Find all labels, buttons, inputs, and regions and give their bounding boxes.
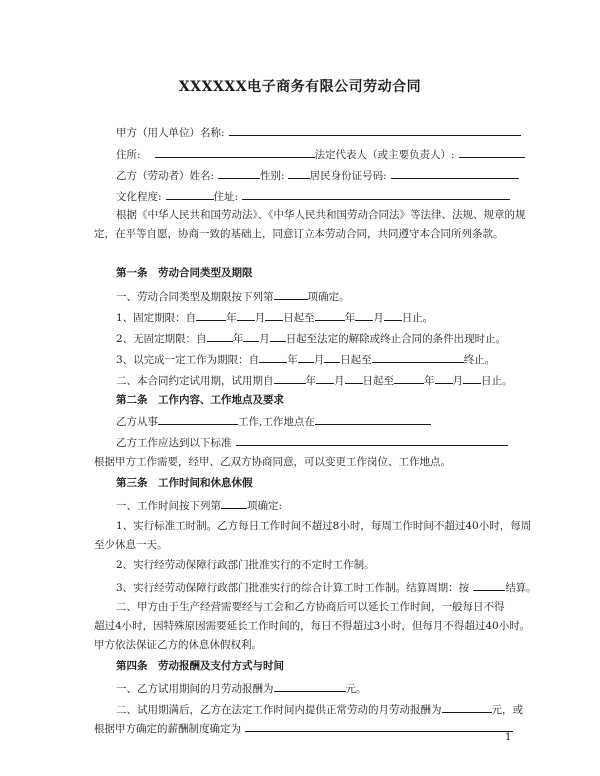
term-type-tail: 项确定。: [307, 291, 350, 303]
probation-label: 二、本合同约定试用期，试用期自: [116, 375, 274, 387]
term-type-text: 一、劳动合同类型及期限按下列第: [116, 291, 274, 303]
employee-line: [116, 167, 519, 183]
regular-pay-tail: 元，或: [491, 704, 523, 716]
preamble-line-1: 根据《中华人民共和国劳动法》、《中华人民共和国劳动合同法》等法律、法规、规章的规: [116, 209, 526, 221]
residence-label: 住址:: [213, 191, 239, 203]
blank: [298, 351, 314, 363]
blank: [463, 372, 481, 384]
blank: [315, 309, 345, 321]
blank: [372, 351, 464, 363]
education-blank: [166, 188, 214, 200]
task-term-tail: 终止。: [463, 354, 496, 366]
probation-line: [116, 372, 513, 388]
workplace-label: 工作,工作地点在: [238, 416, 315, 428]
term-type-blank: [274, 288, 308, 300]
standard-label: 乙方工作应达到以下标准: [116, 437, 232, 449]
fixed-term-line: [116, 309, 433, 325]
standard-line: [116, 434, 508, 450]
day-end-label: 日止。: [481, 375, 513, 387]
comp-hours-line: [116, 579, 537, 595]
legal-rep-blank: [459, 146, 525, 158]
open-term-line: [116, 330, 506, 346]
regular-pay-text: 二、试用期满后，乙方在法定工作时间内提供正常劳动的月劳动报酬为: [116, 704, 442, 716]
job-line: [116, 413, 431, 429]
month-label: 月: [254, 312, 266, 324]
blank: [259, 351, 287, 363]
blank: [196, 309, 226, 321]
blank: [265, 309, 283, 321]
flex-hours-line: 2、实行经劳动保障行政部门批准实行的不定时工作制。: [116, 559, 375, 571]
comp-hours-tail: 结算。: [505, 582, 537, 594]
year-label: 年: [424, 375, 435, 387]
employer-blank: [229, 124, 521, 136]
residence-blank: [242, 188, 510, 200]
blank: [435, 372, 453, 384]
article-4-heading: 第四条 劳动报酬及支付方式与时间: [116, 660, 284, 672]
overtime-line-3: 甲方依法保证乙方的休息休假权利。: [94, 639, 262, 651]
salary-system-line: [94, 720, 513, 736]
work-hours-blank: [221, 497, 247, 509]
probation-pay-text: 一、乙方试用期间的月劳动报酬为: [116, 683, 274, 695]
id-number-blank: [391, 167, 519, 179]
comp-hours-blank: [473, 579, 505, 591]
year-label: 年: [305, 375, 316, 387]
year-label: 年: [344, 312, 356, 324]
month-label: 月: [373, 312, 384, 324]
blank: [345, 372, 363, 384]
day-from-label: 日起至: [340, 354, 372, 366]
article-1-heading: 第一条 劳动合同类型及期限: [116, 267, 253, 279]
page-number: 1: [505, 732, 512, 743]
blank: [207, 330, 233, 342]
article-2-heading: 第二条 工作内容、工作地点及要求: [116, 394, 284, 406]
standard-blank: [236, 434, 508, 446]
employee-name-label: 乙方（劳动者）姓名:: [116, 170, 215, 182]
regular-pay-blank: [442, 701, 492, 713]
work-hours-line: [116, 497, 282, 513]
blank: [316, 372, 334, 384]
legal-rep-label: 法定代表人（或主要负责人）:: [314, 149, 455, 161]
document-title: XXXXXX电子商务有限公司劳动合同: [178, 79, 422, 95]
day-end-label: 日止。: [401, 312, 434, 324]
task-term-label: 3、以完成一定工作为期限：自: [116, 354, 260, 366]
open-term-label: 2、无固定期限：自: [116, 333, 207, 345]
regular-pay-line: [116, 701, 523, 717]
blank: [243, 330, 259, 342]
standard-hours-line-2: 至少休息一天。: [94, 539, 168, 551]
address-label: 住所:: [116, 149, 141, 161]
work-hours-tail: 项确定:: [247, 500, 283, 512]
workplace-blank: [315, 413, 431, 425]
gender-blank: [288, 167, 310, 179]
day-from-label: 日起至: [362, 375, 394, 387]
year-label: 年: [226, 312, 237, 324]
job-label: 乙方从事: [116, 416, 158, 428]
month-label: 月: [452, 375, 463, 387]
probation-pay-blank: [274, 680, 346, 692]
year-label: 年: [232, 333, 244, 345]
blank: [237, 309, 255, 321]
employer-label: 甲方（用人单位）名称:: [116, 127, 225, 139]
education-line: [116, 188, 510, 204]
job-blank: [158, 413, 238, 425]
salary-system-text: 根据甲方确定的薪酬制度确定为: [94, 723, 241, 735]
id-number-label: 居民身份证号码:: [309, 170, 387, 182]
blank: [394, 372, 424, 384]
salary-system-blank: [245, 720, 513, 732]
standard-hours-line-1: 1、实行标准工时制。乙方每日工作时间不超过8小时，每周工作时间不超过40小时，每周: [116, 520, 532, 532]
blank: [324, 351, 340, 363]
year-label: 年: [287, 354, 298, 366]
open-term-tail: 日起至法定的解除或终止合同的条件出现时止。: [285, 333, 507, 345]
blank: [384, 309, 402, 321]
probation-pay-line: [116, 680, 367, 696]
adjust-line: 根据甲方工作需要，经甲、乙双方协商同意，可以变更工作岗位、工作地点。: [94, 456, 451, 468]
month-label: 月: [334, 375, 345, 387]
day-from-label: 日起至: [283, 312, 315, 324]
term-type-line: [116, 288, 350, 304]
fixed-term-label: 1、固定期限：自: [116, 312, 197, 324]
task-term-line: [116, 351, 495, 367]
month-label: 月: [313, 354, 325, 366]
blank: [355, 309, 373, 321]
address-blank: [155, 146, 315, 158]
article-3-heading: 第三条 工作时间和休息休假: [116, 477, 253, 489]
comp-hours-text: 3、实行经劳动保障行政部门批准实行的综合计算工时工作制。结算周期：按: [116, 582, 470, 594]
employee-name-blank: [218, 167, 260, 179]
employer-line: [116, 124, 521, 140]
education-label: 文化程度:: [116, 191, 162, 203]
probation-pay-unit: 元。: [345, 683, 367, 695]
overtime-line-2: 超过4小时，因特殊原因需要延长工作时间的，每日不得超过3小时，但每月不得超过40小时。: [94, 620, 531, 632]
month-label: 月: [259, 333, 270, 345]
blank: [270, 330, 286, 342]
preamble-line-2: 定，在平等自愿，协商一致的基础上，同意订立本劳动合同，共同遵守本合同所列条款。: [94, 228, 504, 240]
work-hours-text: 一、工作时间按下列第: [116, 500, 221, 512]
blank: [274, 372, 306, 384]
gender-label: 性别:: [260, 170, 285, 182]
address-line: [116, 146, 525, 162]
overtime-line-1: 二、甲方由于生产经营需要经与工会和乙方协商后可以延长工作时间，一般每日不得: [116, 601, 505, 613]
